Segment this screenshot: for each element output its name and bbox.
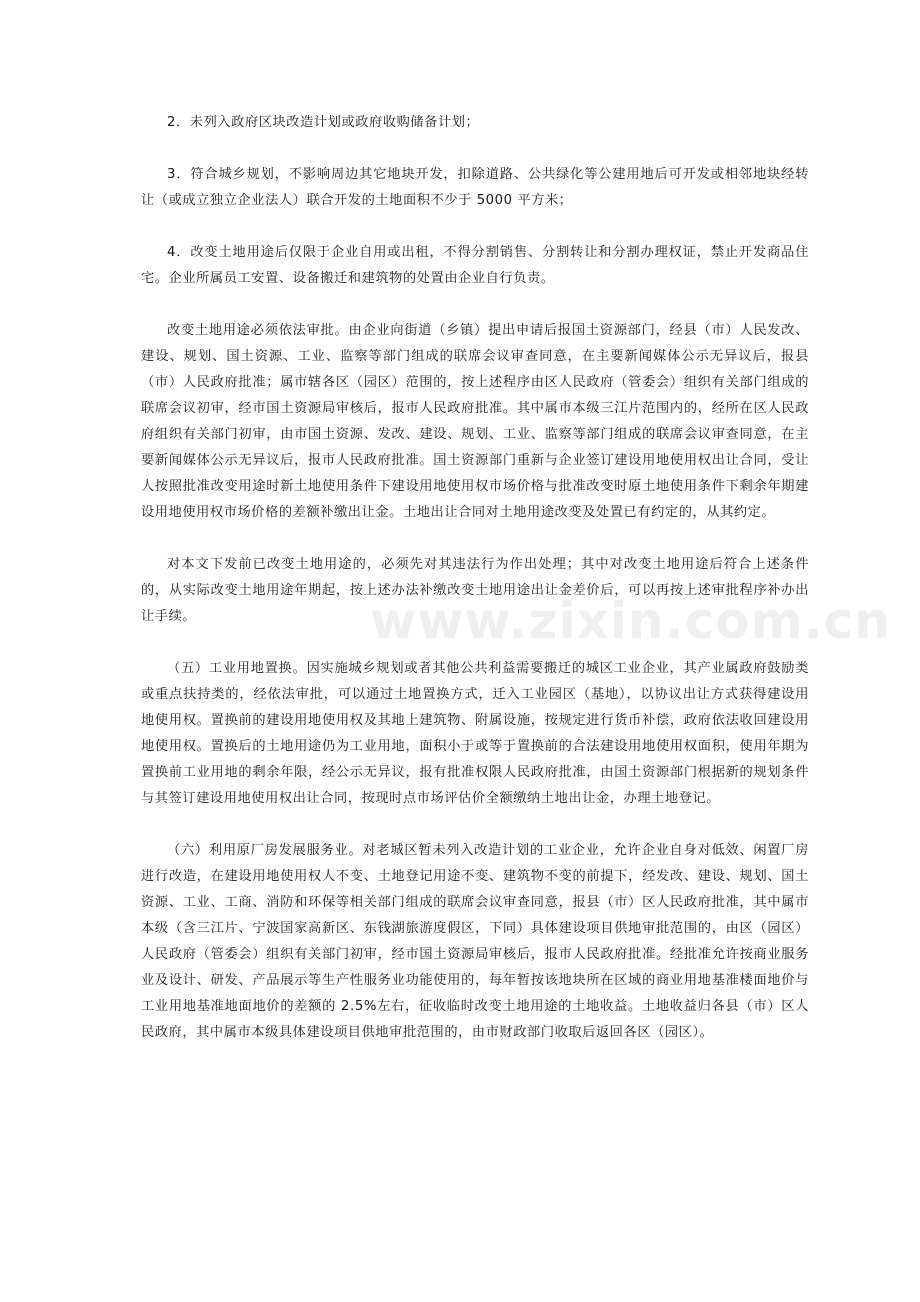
paragraph-section-5: （五）工业用地置换。因实施城乡规划或者其他公共利益需要搬迁的城区工业企业，其产业属政府鼓励类或重点扶持类的，经依法审批，可以通过土地置换方式，迁入工业园区（基地），以协议出让方式获得建设用地使用权。置换前的建设用地使用权及其地上建筑物、附属设施，按规定进行货币补偿，政府依法收回建设用地使用权。置换后的土地用途仍为工业用地，面积小于或等于置换前的合法建设用地使用权面积，使用年期为置换前工业用地的剩余年限，经公示无异议，报有批准权限人民政府批准，由国土资源部门根据新的规划条件与其签订建设用地使用权出让合同，按现时点市场评估价全额缴纳土地出让金，办理土地登记。 xyxy=(141,661,809,806)
paragraph-item-2: 2．未列入政府区块改造计划或政府收购储备计划； xyxy=(167,115,480,130)
paragraph-prior-changes: 对本文下发前已改变土地用途的，必须先对其违法行为作出处理；其中对改变土地用途后符合上述条件的，从实际改变土地用途年期起，按上述办法补缴改变土地用途出让金差价后，可以再按上述审批程序补办出让手续。 xyxy=(141,557,809,624)
paragraph-approval: 改变土地用途必须依法审批。由企业向街道（乡镇）提出申请后报国土资源部门，经县（市）人民发改、建设、规划、国土资源、工业、监察等部门组成的联席会议审查同意，在主要新闻媒体公示无异议后，报县（市）人民政府批准；属市辖各区（园区）范围的，按上述程序由区人民政府（管委会）组织有关部门组成的联席会议初审，经市国土资源局审核后，报市人民政府批准。其中属市本级三江片范围内的，经所在区人民政府组织有关部门初审，由市国土资源、发改、建设、规划、工业、监察等部门组成的联席会议审查同意，在主要新闻媒体公示无异议后，报市人民政府批准。国土资源部门重新与企业签订建设用地使用权出让合同，受让人按照批准改变用途时新土地使用条件下建设用地使用权市场价格与批准改变时原土地使用条件下剩余年期建设用地使用权市场价格的差额补缴出让金。土地出让合同对土地用途改变及处置已有约定的，从其约定。 xyxy=(141,323,809,520)
paragraph-item-4: 4．改变土地用途后仅限于企业自用或出租，不得分割销售、分割转让和分割办理权证，禁止开发商品住宅。企业所属员工安置、设备搬迁和建筑物的处置由企业自行负责。 xyxy=(141,245,809,286)
document-body xyxy=(141,110,809,1072)
paragraph-item-3: 3．符合城乡规划，不影响周边其它地块开发，扣除道路、公共绿化等公建用地后可开发或相邻地块经转让（或成立独立企业法人）联合开发的土地面积不少于 5000 平方米； xyxy=(141,167,809,208)
watermark: www.zixin.com.cn xyxy=(370,592,891,650)
paragraph-section-6: （六）利用原厂房发展服务业。对老城区暂未列入改造计划的工业企业，允许企业自身对低效、闲置厂房进行改造，在建设用地使用权人不变、土地登记用途不变、建筑物不变的前提下，经发改、建设、规划、国土资源、工业、工商、消防和环保等相关部门组成的联席会议审查同意，报县（市）区人民政府批准，其中属市本级（含三江片、宁波国家高新区、东钱湖旅游度假区，下同）具体建设项目供地审批范围的，由区（园区）人民政府（管委会）组织有关部门初审，经市国土资源局审核后，报市人民政府批准。经批准允许按商业服务业及设计、研发、产品展示等生产性服务业功能使用的，每年暂按该地块所在区域的商业用地基准楼面地价与工业用地基准地面地价的差额的 2.5%左右，征收临时改变土地用途的土地收益。土地收益归各县（市）区人民政府，其中属市本级具体建设项目供地审批范围的，由市财政部门收取后返回各区（园区）。 xyxy=(141,843,809,1040)
